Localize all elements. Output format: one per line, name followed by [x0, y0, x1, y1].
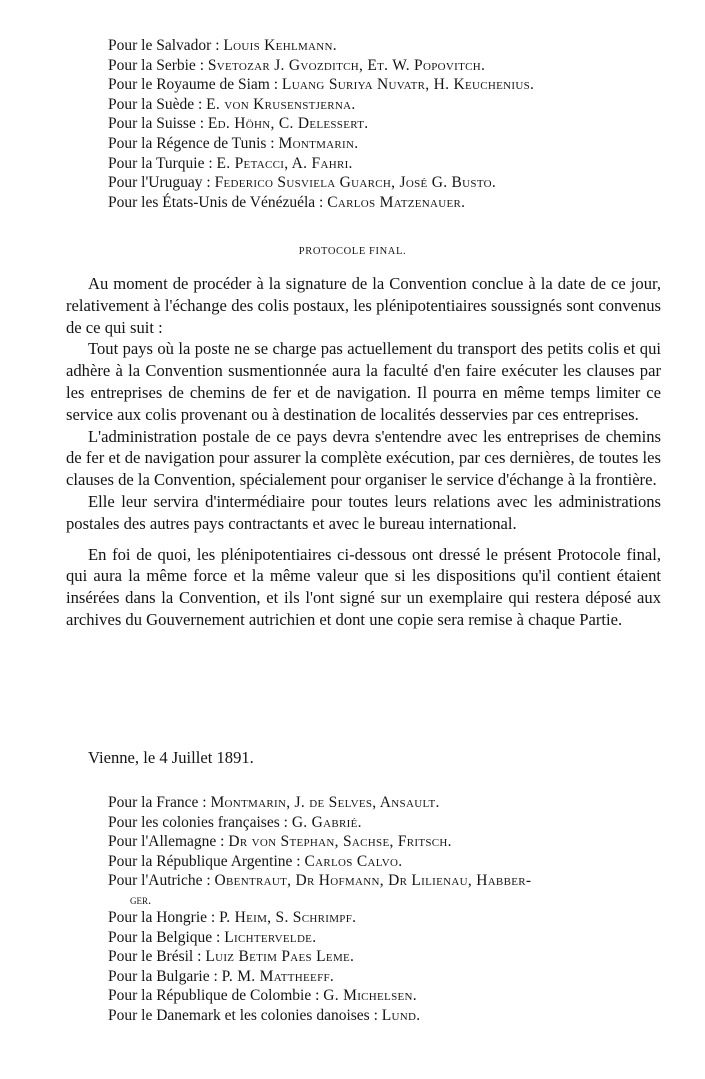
signatory-names: G. Michelsen. [323, 987, 417, 1005]
signatory-country: Pour les États-Unis de Vénézuéla : [108, 193, 324, 211]
signatory-line [108, 75, 678, 95]
signatory-country: Pour l'Allemagne : [108, 833, 225, 851]
signatory-country: Pour la République Argentine : [108, 852, 301, 870]
paragraph: Tout pays où la poste ne se charge pas actuellement du transport des petits colis et qui adhère à la Convention susmentionnée aura la faculté d'en faire exécuter les clauses par les entreprises de chemins de fer et de navigation. Il pourra en même temps limiter ce service aux colis provenant ou à destination de localités desservies par ces entreprises. [66, 339, 661, 424]
signatory-country: Pour les colonies françaises : [108, 813, 288, 831]
signatory-country: Pour le Salvador : [108, 37, 220, 54]
signatory-line [108, 56, 678, 76]
signatory-country: Pour l'Uruguay : [108, 174, 211, 192]
signatory-line [108, 908, 678, 928]
signatory-country: Pour la Turquie : [108, 154, 213, 172]
signatory-country: Pour le Royaume de Siam : [108, 76, 279, 94]
signatory-line [108, 813, 678, 833]
signatory-names: Lichtervelde. [224, 928, 317, 946]
signatory-country: Pour la Hongrie : [108, 908, 216, 926]
signatory-line [108, 95, 678, 115]
signatory-names: E. Petacci, A. Fahri. [216, 154, 353, 172]
signatory-country: Pour l'Autriche : [108, 872, 211, 890]
signatory-names: Montmarin. [278, 134, 359, 152]
signatory-line [108, 986, 678, 1006]
signatory-list-bottom [108, 793, 678, 1026]
signatory-line [108, 947, 678, 967]
signatory-line [108, 852, 678, 872]
signatory-names: Obentraut, Dr Hofmann, Dr Lilienau, Habber- [214, 872, 532, 890]
paragraph: L'administration postale de ce pays devra s'entendre avec les entreprises de chemins de fer et de navigation pour assurer la complète exécution, par ces dernières, de toutes les clauses de la Convention, spécialement pour organiser le service d'échange à la frontière. [66, 426, 661, 490]
protocol-body [66, 273, 661, 631]
paragraph: En foi de quoi, les plénipotentiaires ci-dessous ont dressé le présent Protocole final, qui aura la même force et la même valeur que si les dispositions qu'il contient étaient insérées dans la Convention, et ils l'ont signé sur un exemplaire qui restera déposé aux archives du Gouvernement autrichien et dont une copie sera remise à chaque Partie. [66, 544, 661, 629]
signatory-names: Federico Susviela Guarch, José G. Busto. [214, 174, 497, 192]
signatory-names: Lund. [381, 1006, 421, 1024]
signatory-line [108, 36, 678, 56]
signatory-names: Luiz Betim Paes Leme. [205, 948, 355, 966]
signatory-names: P. Heim, S. Schrimpf. [219, 908, 357, 926]
signatory-list-top [108, 36, 678, 212]
signatory-line [108, 967, 678, 987]
signatory-names: Dr von Stephan, Sachse, Fritsch. [228, 833, 452, 851]
signatory-continuation: ger. [130, 891, 152, 907]
date-line: Vienne, le 4 Juillet 1891. [88, 748, 254, 767]
signatory-line [108, 134, 678, 154]
signatory-country: Pour la France : [108, 794, 207, 811]
signatory-names: Carlos Matzenauer. [327, 193, 466, 211]
signatory-country: Pour la Serbie : [108, 56, 204, 74]
section-heading: PROTOCOLE FINAL. [298, 246, 407, 257]
signatory-country: Pour la Régence de Tunis : [108, 134, 275, 152]
signatory-line [108, 832, 678, 852]
paragraph: Au moment de procéder à la signature de la Convention conclue à la date de ce jour, relativement à l'échange des colis postaux, les plénipotentiaires soussignés sont convenus de ce qui suit : [66, 274, 661, 337]
signatory-country: Pour le Danemark et les colonies danoises : [108, 1006, 378, 1024]
signatory-names: E. von Krusenstjerna. [206, 95, 356, 113]
signatory-country: Pour le Brésil : [108, 948, 202, 966]
signatory-country: Pour la Suisse : [108, 115, 205, 133]
signatory-names: Luang Suriya Nuvatr, H. Keuchenius. [281, 76, 535, 94]
signatory-names: Svetozar J. Gvozditch, Et. W. Popovitch. [207, 56, 486, 74]
signatory-names: P. M. Mattheeff. [221, 967, 335, 985]
paragraph: Elle leur servira d'intermédiaire pour toutes leurs relations avec les administrations postales des autres pays contractants et avec le bureau international. [66, 491, 661, 533]
signatory-country: Pour la Belgique : [108, 928, 221, 946]
signatory-line [108, 114, 678, 134]
signatory-line [108, 173, 678, 193]
signatory-names: Montmarin, J. de Selves, Ansault. [210, 794, 440, 811]
signatory-names: G. Gabrié. [291, 813, 362, 831]
signatory-names: Carlos Calvo. [304, 852, 403, 870]
signatory-country: Pour la Bulgarie : [108, 967, 218, 985]
signatory-country: Pour la Suède : [108, 95, 203, 113]
signatory-line [108, 1006, 678, 1026]
signatory-line [108, 871, 678, 891]
signatory-line [108, 154, 678, 174]
signatory-names: Ed. Höhn, C. Delessert. [207, 115, 369, 133]
signatory-line [108, 793, 678, 813]
signatory-line [108, 928, 678, 948]
signatory-names: Louis Kehlmann. [223, 37, 337, 54]
signatory-country: Pour la République de Colombie : [108, 987, 320, 1005]
signatory-line [108, 193, 678, 213]
